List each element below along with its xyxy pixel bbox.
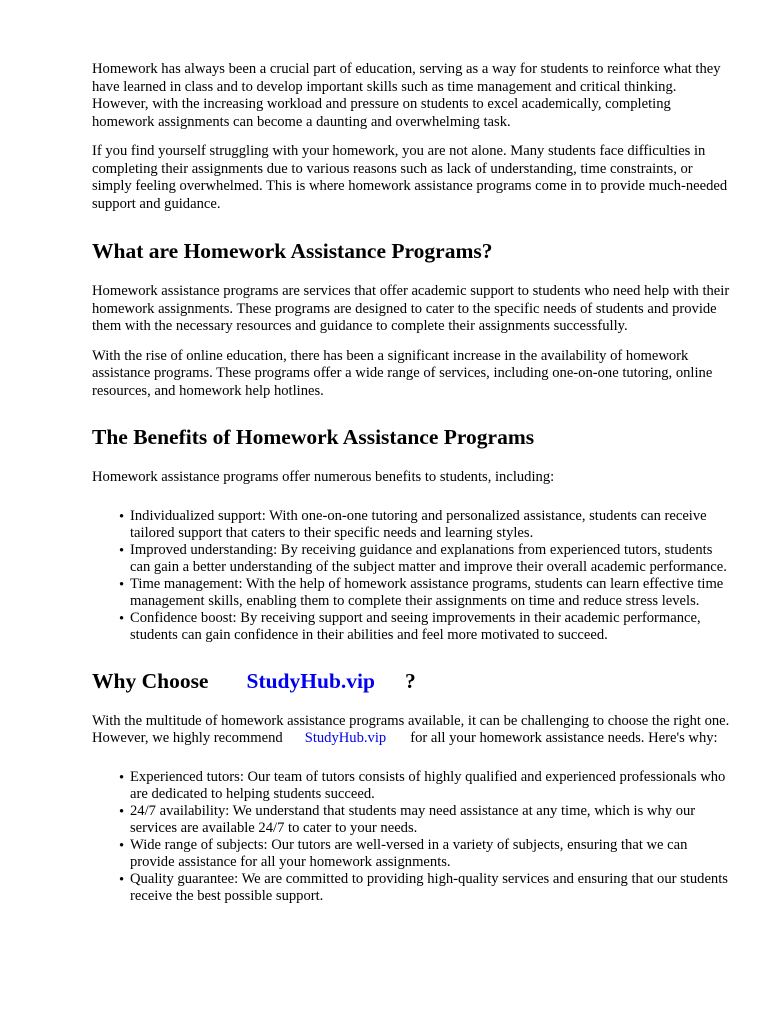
list-item: • Time management: With the help of homework assistance programs, students can learn effective time management skills, enabling them to complete their assignments on time and reduce stress levels.	[119, 575, 724, 609]
list-item: • Confidence boost: By receiving support and seeing improvements in their academic performance, students can gain confidence in their abilities and feel more motivated to succeed.	[119, 609, 701, 643]
intro-paragraph-1: Homework has always been a crucial part of education, serving as a way for students to reinforce what they have learned in class and to develop important skills such as time management and critical thinking. However, with the increasing workload and pressure on students to excel academically, completing homework assignments can become a daunting and overwhelming task.	[92, 61, 721, 130]
list-item: • Improved understanding: By receiving guidance and explanations from experienced tutors, students can gain a better understanding of the subject matter and improve their overall academic performance.	[119, 541, 727, 575]
heading-prefix: Why Choose	[92, 668, 209, 693]
section2-intro: Homework assistance programs offer numerous benefits to students, including:	[92, 469, 555, 485]
bullet-icon: •	[119, 871, 125, 888]
bullet-icon: •	[119, 542, 125, 559]
document-content	[92, 61, 732, 905]
bullet-icon: •	[119, 837, 125, 854]
section1-paragraph-1: Homework assistance programs are services that offer academic support to students who need help with their homework assignments. These programs are designed to cater to the specific needs of students and provide them with the necessary resources and guidance to complete their assignments successfully.	[92, 283, 730, 334]
list-item: • Individualized support: With one-on-one tutoring and personalized assistance, students can receive tailored support that caters to their specific needs and learning styles.	[119, 507, 707, 541]
section1-paragraph-2: With the rise of online education, there has been a significant increase in the availability of homework assistance programs. These programs offer a wide range of services, including one-on-one tutoring, online resources, and homework help hotlines.	[92, 347, 713, 399]
bullet-icon: •	[119, 803, 125, 820]
studyhub-heading-link[interactable]: StudyHub.vip	[246, 668, 375, 693]
intro-paragraph-2: If you find yourself struggling with your homework, you are not alone. Many students face difficulties in completing their assignments due to various reasons such as lack of understanding, time constraints, or simply feeling overwhelmed. This is where homework assistance programs come in to provide much-needed support and guidance.	[92, 143, 728, 212]
list-item: • Quality guarantee: We are committed to providing high-quality services and ensuring that our students receive the best possible support.	[119, 870, 728, 904]
studyhub-inline-link[interactable]: StudyHub.vip	[304, 730, 387, 746]
list-item: • 24/7 availability: We understand that students may need assistance at any time, which is why our services are available 24/7 to cater to your needs.	[119, 802, 696, 836]
section-heading-why-choose	[92, 668, 732, 694]
heading-suffix: ?	[404, 668, 416, 693]
bullet-icon: •	[119, 576, 125, 593]
bullet-icon: •	[119, 610, 125, 627]
list-item: • Experienced tutors: Our team of tutors consists of highly qualified and experienced professionals who are dedicated to helping students succeed.	[119, 768, 726, 802]
why-choose-list	[92, 769, 732, 905]
bullet-icon: •	[119, 508, 125, 525]
benefits-list	[92, 508, 732, 644]
list-item: • Wide range of subjects: Our tutors are well-versed in a variety of subjects, ensuring that we can provide assistance for all your homework assignments.	[119, 836, 688, 870]
section3-intro: With the multitude of homework assistance programs available, it can be challenging to choose the right one. However, we highly recommend StudyHub.vip for all your homework assistance needs. Here's why:	[92, 712, 730, 746]
section-heading-what-are: What are Homework Assistance Programs?	[92, 239, 493, 263]
section-heading-benefits: The Benefits of Homework Assistance Programs	[92, 425, 535, 449]
bullet-icon: •	[119, 769, 125, 786]
